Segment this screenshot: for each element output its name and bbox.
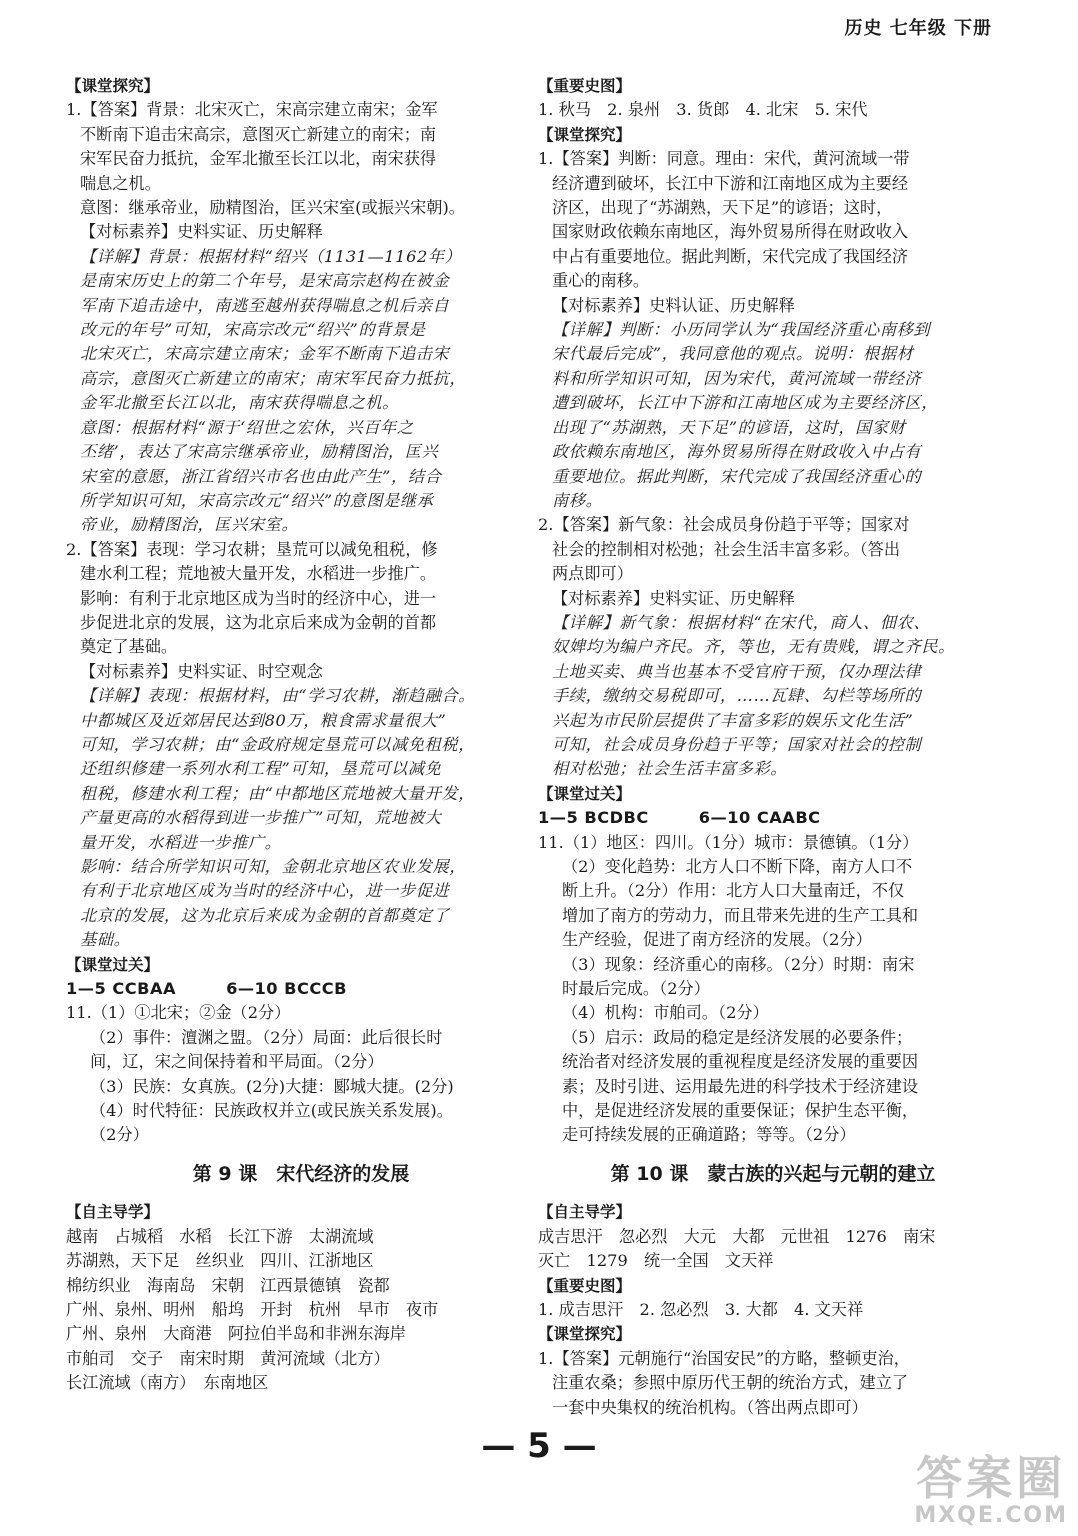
answer-key-line: 1—5 BCDBC 6—10 CAABC (538, 808, 821, 828)
explanation-line: 【详解】新气象：根据材料“在宋代，商人、佃农、 (552, 612, 931, 632)
explanation-line: 帝业，励精图治，匡兴宋室。 (80, 515, 299, 535)
watermark-url: MXQE.COM (914, 1503, 1068, 1528)
section-heading: 【自主导学】 (538, 1203, 632, 1222)
section-heading: 【课堂探究】 (538, 125, 632, 144)
explanation-line: 高宗，意图灭亡新建立的南宋；南宋军民奋力抵抗， (80, 368, 467, 388)
section-heading: 【课堂过关】 (538, 784, 632, 803)
section-heading: 【重要史图】 (538, 1276, 632, 1295)
text-line: 广州、泉州 大商港 阿拉伯半岛和非洲东海岸 (66, 1324, 406, 1344)
text-line: （2）变化趋势：北方人口不断下降，南方人口不 (562, 857, 913, 876)
explanation-line: 有利于北京地区成为当时的经济中心，进一步促进 (80, 881, 450, 901)
explanation-line: 金军北撤至长江以北，南宋获得喘息之机。 (80, 393, 399, 413)
text-line: 中，是促进经济发展的重要保证；保护生态平衡， (562, 1101, 919, 1121)
explanation-line: 量开发，水稻进一步推广。 (80, 832, 282, 852)
text-line: 市舶司 交子 南宋时期 黄河流域（北方） (66, 1348, 390, 1368)
answer-key-line: 1—5 CCBAA 6—10 BCCCB (66, 979, 347, 999)
explanation-line: 出现了“苏湖熟，天下足”的谚语，这时，国家财 (552, 417, 906, 437)
explanation-line: 重要地位。据此判断，宋代完成了我国经济重心的 (552, 466, 922, 486)
text-line: 一套中央集权的统治机构。（答出两点即可） (552, 1397, 868, 1417)
text-line: 影响：有利于北京地区成为当时的经济中心，进一 (80, 588, 437, 608)
text-line: 1. 成吉思汗 2. 忽必烈 3. 大都 4. 文天祥 (538, 1299, 864, 1319)
text-line: 经济遭到破坏，长江中下游和江南地区成为主要经 (552, 173, 909, 193)
text-line: 断上升。（2分）作用：北方人口大量南迁，不仅 (562, 881, 905, 901)
explanation-line: 租税，修建水利工程；由“中都地区荒地被大量开发， (80, 783, 475, 803)
text-line: 长江流域（南方） 东南地区 (66, 1373, 269, 1393)
explanation-line: 产量更高的水稻得到进一步推广”可知，荒地被大 (80, 808, 442, 828)
text-line: 成吉思汗 忽必烈 大元 大都 元世祖 1276 南宋 (538, 1226, 936, 1246)
section-heading: 【课堂探究】 (66, 77, 160, 95)
explanation-line: 相对松弛；社会生活丰富多彩。 (552, 759, 788, 779)
explanation-line: 【详解】判断：小历同学认为“我国经济重心南移到 (552, 320, 931, 340)
explanation-line: 政依赖东南地区，海外贸易所得在财政收入中占有 (552, 442, 922, 462)
text-line: （3）民族：女真族。(2分)大捷：郾城大捷。(2分) (90, 1076, 454, 1096)
explanation-line: 宋代最后完成”，我同意他的观点。说明：根据材 (552, 344, 914, 364)
explanation-line: 南移。 (552, 490, 603, 510)
text-line: 11.（1）地区：四川。（1分）城市：景德镇。（1分） (538, 832, 919, 852)
section-heading: 【重要史图】 (538, 77, 632, 95)
text-line: 越南 占城稻 水稻 长江下游 太湖流域 (66, 1226, 374, 1246)
text-line: 2.【答案】表现：学习农耕；垦荒可以减免租税，修 (66, 539, 438, 559)
text-line: 素；及时引进、运用最先进的科学技术于经济建设 (562, 1076, 919, 1096)
explanation-line: 改元的年号”可知，宋高宗改元“绍兴”的背景是 (80, 320, 426, 340)
text-line: 济区，出现了“苏湖熟，天下足”的谚语；这时， (552, 198, 893, 218)
text-line: 1.【答案】背景：北宋灭亡，宋高宗建立南宋；金军 (66, 100, 438, 120)
text-line: 宋军民奋力抵抗，金军北撤至长江以北，南宋获得 (80, 149, 437, 169)
lesson-title: 第 10 课 蒙古族的兴起与元朝的建立 (610, 1162, 936, 1185)
text-line: 时最后完成。（2分） (562, 979, 710, 999)
text-line: （3）现象：经济重心的南移。（2分）时期：南宋 (562, 954, 915, 974)
explanation-line: 可知，学习农耕；由“金政府规定垦荒可以减免租税， (80, 734, 475, 754)
text-line: 2.【答案】新气象：社会成员身份趋于平等；国家对 (538, 515, 910, 535)
explanation-line: 基础。 (80, 930, 131, 950)
explanation-line: 是南宋历史上的第二个年号，是宋高宗赵构在被金 (80, 271, 450, 291)
text-line: 社会的控制相对松弛；社会生活丰富多彩。（答出 (552, 539, 901, 559)
text-line: 生产经验，促进了南方经济的发展。（2分） (562, 930, 872, 950)
explanation-line: 遭到破坏，长江中下游和江南地区成为主要经济区， (552, 393, 939, 413)
text-line: 两点即可） (552, 564, 633, 584)
text-line: 棉纺织业 海南岛 宋朝 江西景德镇 瓷都 (66, 1275, 390, 1295)
text-line: 步促进北京的发展，这为北京后来成为金朝的首都 (80, 612, 437, 632)
text-line: （4）机构：市舶司。（2分） (562, 1003, 769, 1023)
text-line: 1.【答案】判断：同意。理由：宋代，黄河流域一带 (538, 149, 910, 169)
explanation-line: 北京的发展，这为北京后来成为金朝的首都奠定了 (80, 905, 450, 925)
text-line: （2）事件：澶渊之盟。（2分）局面：此后很长时 (90, 1027, 443, 1047)
explanation-line: 军南下追击途中，南逃至越州获得喘息之机后亲自 (80, 295, 450, 315)
text-line: 【对标素养】史料认证、历史解释 (552, 295, 795, 315)
section-heading: 【课堂探究】 (538, 1325, 632, 1344)
watermark-text: 答案圈 (916, 1451, 1067, 1505)
left-column (66, 74, 536, 1396)
text-line: 国家财政依赖东南地区，海外贸易所得在财政收入 (552, 222, 909, 242)
text-line: 1.【答案】元朝施行“治国安民”的方略，整顿吏治， (538, 1348, 910, 1368)
explanation-line: 兴起为市民阶层提供了丰富多彩的娱乐文化生活” (552, 710, 914, 730)
text-line: 中占有重要地位。据此判断，宋代完成了我国经济 (552, 246, 909, 266)
lesson-title: 第 9 课 宋代经济的发展 (192, 1162, 410, 1185)
explanation-line: 宋室的意愿，浙江省绍兴市名也由此产生”，结合 (80, 466, 442, 486)
explanation-line: 影响：结合所学知识可知，金朝北京地区农业发展， (80, 857, 467, 876)
text-line: （4）时代特征：民族政权并立(或民族关系发展)。 (90, 1101, 453, 1121)
text-line: 统治者对经济发展的重视程度是经济发展的重要因 (562, 1052, 919, 1072)
text-line: 11.（1）①北宋；②金（2分） (66, 1003, 291, 1023)
section-heading: 【自主导学】 (66, 1203, 160, 1222)
text-line: 增加了南方的劳动力，而且带来先进的生产工具和 (562, 905, 919, 925)
explanation-line: 还组织修建一系列水利工程”可知，垦荒可以减免 (80, 759, 442, 779)
text-line: 注重农桑；参照中原历代王朝的统治方式，建立了 (552, 1373, 909, 1393)
text-line: 喘息之机。 (80, 173, 161, 193)
text-line: 【对标素养】史料实证、历史解释 (80, 222, 323, 242)
section-heading: 【课堂过关】 (66, 955, 160, 974)
text-line: （5）启示：政局的稳定是经济发展的必要条件； (562, 1027, 913, 1047)
text-line: 走可持续发展的正确道路；等等。（2分） (562, 1125, 856, 1145)
explanation-line: 所学知识可知，宋高宗改元“绍兴”的意图是继承 (80, 490, 434, 510)
text-line: 重心的南移。 (552, 271, 650, 291)
text-line: 1. 秋马 2. 泉州 3. 货郎 4. 北宋 5. 宋代 (538, 100, 868, 120)
watermark-logo (914, 1453, 1068, 1528)
text-line: 建水利工程；荒地被大量开发，水稻进一步推广。 (80, 564, 437, 584)
text-line: 间，辽，宋之间保持着和平局面。（2分） (90, 1052, 384, 1072)
explanation-line: 料和所学知识可知，因为宋代，黄河流域一带经济 (552, 368, 922, 388)
explanation-line: 可知，社会成员身份趋于平等；国家对社会的控制 (552, 734, 922, 754)
text-line: 意图：继承帝业，励精图治，匡兴宋室(或振兴宋朝)。 (80, 198, 465, 218)
page-header: 历史 七年级 下册 (844, 18, 992, 39)
text-line: 苏湖熟，天下足 丝织业 四川、江浙地区 (66, 1251, 374, 1271)
explanation-line: 意图：根据材料“源于‘绍世之宏休，兴百年之 (80, 417, 414, 437)
text-line: 【对标素养】史料实证、历史解释 (552, 588, 795, 608)
text-line: 不断南下追击宋高宗，意图灭亡新建立的南宋；南 (80, 124, 437, 144)
text-line: 广州、泉州、明州 船坞 开封 杭州 早市 夜市 (66, 1299, 439, 1319)
text-line: 【对标素养】史料实证、时空观念 (80, 661, 323, 681)
text-line: 奠定了基础。 (80, 637, 178, 657)
page-number: — 5 — (481, 1426, 597, 1466)
explanation-line: 北宋灭亡，宋高宗建立南宋；金军不断南下追击宋 (80, 344, 450, 364)
explanation-line: 【详解】表现：根据材料，由“学习农耕，渐趋融合。 (80, 686, 475, 706)
text-line: 灭亡 1279 统一全国 文天祥 (538, 1251, 774, 1271)
explanation-line: 手续，缴纳交易税即可，……瓦肆、勾栏等场所的 (552, 686, 922, 706)
explanation-line: 奴婢均为编户齐民。齐，等也，无有贵贱，谓之齐民。 (552, 637, 955, 657)
right-column (538, 74, 1008, 1420)
explanation-line: 丕绪’，表达了宋高宗继承帝业，励精图治，匡兴 (80, 442, 439, 462)
explanation-line: 中都城区及近郊居民达到80万，粮食需求量很大” (80, 710, 447, 730)
explanation-line: 【详解】背景：根据材料“绍兴（1131—1162年） (80, 246, 462, 266)
explanation-line: 土地买卖、典当也基本不受官府干预，仅办理法律 (552, 661, 922, 681)
text-line: （2分） (90, 1125, 149, 1145)
